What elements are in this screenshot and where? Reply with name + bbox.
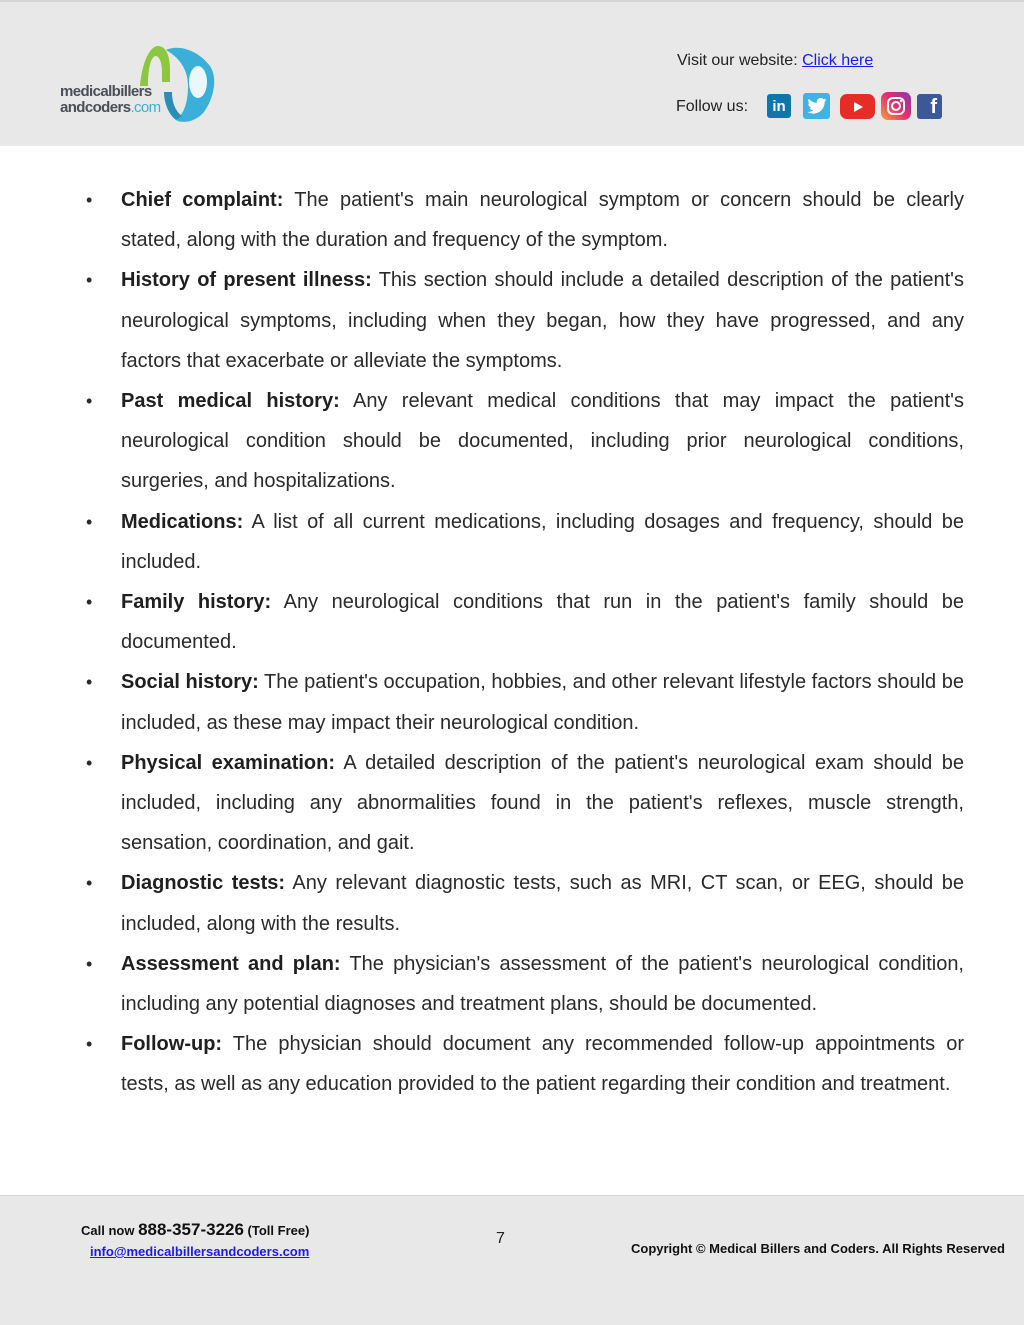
list-item [86,944,964,1024]
list-item [86,582,964,662]
list-item [86,662,964,742]
bullet-icon: • [86,391,93,412]
item-text: Any relevant diagnostic tests, such as MRI, CT scan, or EEG, should be included, along with the results. [121,872,964,935]
list-item [86,180,964,260]
logo-line2: andcoders [60,99,131,116]
document-body [86,180,964,1105]
bullet-icon: • [86,190,93,210]
page-header [0,0,1024,146]
item-text: The patient's occupation, hobbies, and other relevant lifestyle factors should be included, as these may impact their neurological condition. [121,671,964,734]
page-number: 7 [496,1230,505,1247]
list-item [86,381,964,502]
item-term: Physical examination: [121,751,336,774]
youtube-icon[interactable] [840,94,875,119]
item-term: Diagnostic tests: [121,872,286,895]
item-text: The physician should document any recommended follow-up appointments or tests, as well as any education provided to the patient regarding their condition and treatment. [121,1033,964,1096]
visit-label: Visit our website: [677,52,798,69]
list-item [86,502,964,582]
page-footer [0,1195,1024,1325]
follow-label: Follow us: [676,98,749,115]
item-term: Follow-up: [121,1033,223,1056]
linkedin-icon[interactable]: in [767,94,791,118]
bullet-icon: • [86,592,93,613]
list-item [86,743,964,864]
item-term: History of present illness: [121,269,372,292]
facebook-icon[interactable]: f [917,94,942,119]
list-item [86,863,964,943]
call-label: Call now [81,1223,139,1238]
item-text: Any neurological conditions that run in the patient's family should be documented. [121,591,964,654]
item-term: Social history: [121,671,259,694]
item-term: Medications: [121,510,244,533]
bullet-icon: • [86,953,93,974]
email-row [90,1244,309,1259]
documentation-list [86,180,964,1105]
call-now-line [81,1220,309,1240]
bullet-icon: • [86,752,93,773]
email-link[interactable]: info@medicalbillersandcoders.com [90,1244,310,1259]
item-text: Any relevant medical conditions that may impact the patient's neurological condition should be documented, including prior neurological conditions, surgeries, and hospitalizations. [121,390,964,493]
toll-free-label: (Toll Free) [243,1223,310,1238]
item-term: Family history: [121,591,272,614]
instagram-icon[interactable] [881,92,911,120]
company-logo[interactable] [58,42,218,124]
website-row [677,52,873,70]
copyright-text: Copyright © Medical Billers and Coders. All Rights Reserved [631,1241,1005,1256]
item-term: Assessment and plan: [121,952,341,975]
twitter-icon[interactable] [803,93,830,119]
logo-line1: medicalbillers [60,83,152,100]
list-item [86,1024,964,1104]
item-text: The patient's main neurological symptom or concern should be clearly stated, along with the duration and frequency of the symptom. [121,189,964,252]
item-text: A detailed description of the patient's neurological exam should be included, including any abnormalities found in the patient's reflexes, muscle strength, sensation, coordination, and gait. [121,751,965,855]
website-link[interactable]: Click here [802,52,874,69]
list-item [86,260,964,381]
logo-wordmark [60,84,161,116]
bullet-icon: • [86,1034,93,1055]
item-term: Chief complaint: [121,189,284,211]
bullet-icon: • [86,270,93,291]
logo-suffix: .com [130,99,161,116]
bullet-icon: • [86,511,93,532]
phone-number[interactable]: 888-357-3226 [138,1220,244,1239]
item-text: The physician's assessment of the patient's neurological condition, including any potential diagnoses and treatment plans, should be documented. [121,952,964,1016]
bullet-icon: • [86,672,93,693]
bullet-icon: • [86,873,93,894]
item-text: This section should include a detailed description of the patient's neurological symptoms, including when they began, how they have progressed, and any factors that exacerbate or alleviate the symptoms. [121,269,964,372]
item-term: Past medical history: [121,390,340,413]
item-text: A list of all current medications, including dosages and frequency, should be included. [121,510,964,573]
